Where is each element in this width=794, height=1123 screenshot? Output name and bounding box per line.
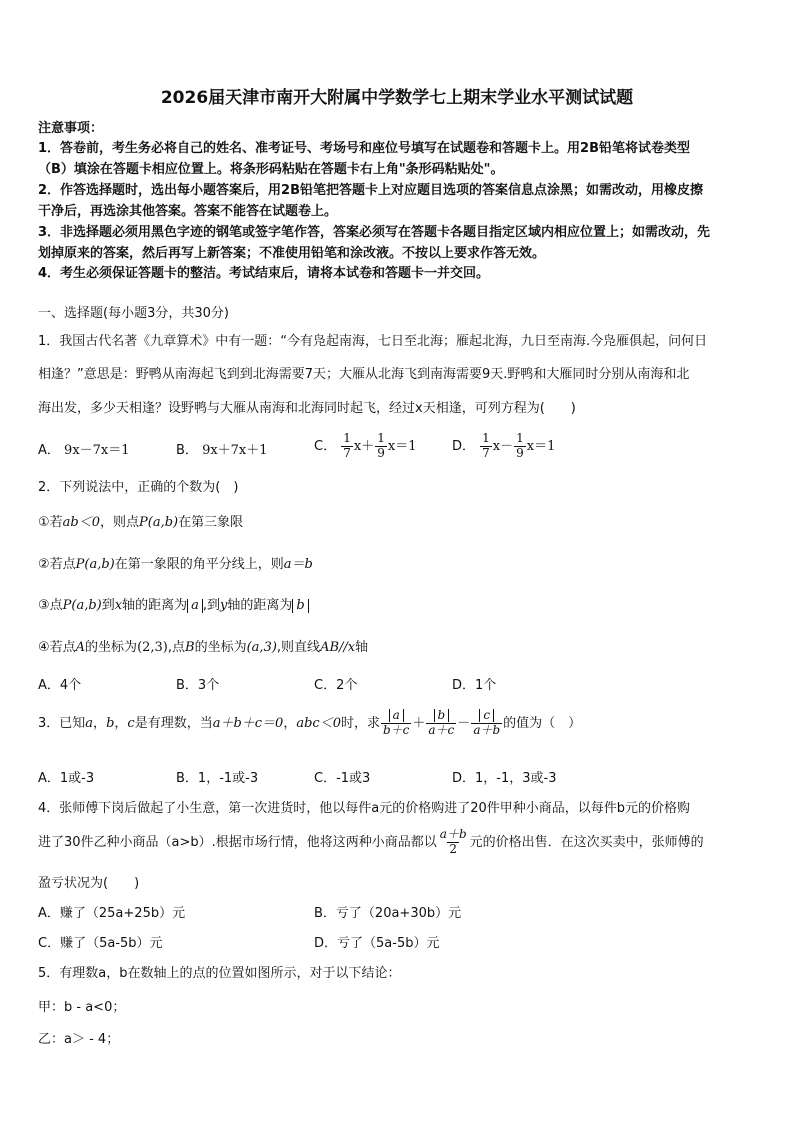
q1-stem-line: 1．我国古代名著《九章算术》中有一题：“今有凫起南海，七日至北海；雁起北海，九日至南海.今凫雁俱起，问何日 (38, 334, 708, 349)
fraction: $\frac{1}{7}$ (482, 431, 490, 460)
absolute-value: b (292, 599, 308, 613)
q1-stem-line: 相逢？”意思是：野鸭从南海起飞到到北海需要7天；大雁从北海飞到南海需要9天.野鸭和大雁同时分别从南海和北 (38, 367, 690, 382)
q1-option-d: D． $\frac{1}{7}$ x－ $\frac{1}{9}$ x＝1 (452, 431, 556, 460)
notice-line: 3．非选择题必须用黑色字迹的钢笔或签字笔作答，答案必须写在答题卡各题目指定区域内相应位置上；如需改动，先 (38, 225, 711, 240)
q2-stem: 2．下列说法中，正确的个数为( ) (38, 480, 239, 495)
page-title: 2026届天津市南开大附属中学数学七上期末学业水平测试试题 (160, 88, 634, 108)
option-expression: 9x＋7x＋1 (202, 443, 268, 458)
notice-line: 4．考生必须保证答题卡的整洁。考试结束后，请将本试卷和答题卡一并交回。 (38, 266, 490, 281)
q1-option-c: C． $\frac{1}{7}$ x＋ $\frac{1}{9}$ x＝1 (314, 431, 417, 460)
q2-option-c: C．2个 (314, 678, 358, 693)
q2-option-a: A．4个 (38, 678, 82, 693)
absolute-value: a (187, 599, 203, 613)
q4-stem-line: 4．张师傅下岗后做起了小生意，第一次进货时，他以每件a元的价格购进了20件甲种小商品，以每件b元的价格购 (38, 801, 691, 816)
q2-statement-1: ①若ab＜0，则点P(a,b)在第三象限 (38, 515, 244, 530)
q4-option-d: D．亏了（5a-5b）元 (314, 936, 440, 951)
q2-option-b: B．3个 (176, 678, 220, 693)
q2-option-d: D．1个 (452, 678, 497, 693)
q3-option-c: C．-1或3 (314, 771, 371, 786)
q2-statement-3: ③点P(a,b)到x轴的距离为 a ,到y轴的距离为 b (38, 598, 309, 614)
fraction: $\frac{a+b}{2}$ (439, 827, 467, 856)
q2-statement-4: ④若点A的坐标为(2,3),点B的坐标为(a,3),则直线AB//x轴 (38, 640, 369, 655)
q3-option-a: A．1或-3 (38, 771, 95, 786)
section-heading: 一、选择题(每小题3分，共30分) (38, 306, 229, 321)
q3-option-b: B．1，-1或-3 (176, 771, 259, 786)
option-label: B． (176, 443, 198, 458)
q5-conclusion-yi: 乙：a＞ - 4； (38, 1032, 120, 1047)
option-label: D． (452, 438, 476, 454)
notice-line: 2．作答选择题时，选出每小题答案后，用2B铅笔把答题卡上对应题目选项的答案信息点涂黑；如需改动，用橡皮擦 (38, 183, 704, 198)
q1-stem-line: 海出发，多少天相逢？设野鸭与大雁从南海和北海同时起飞，经过x天相逢，可列方程为( ) (38, 401, 576, 416)
option-label: A． (38, 443, 60, 458)
fraction: $\frac{c}{a+b}$ (473, 708, 501, 737)
q4-stem-line: 盈亏状况为( ) (38, 876, 140, 891)
q2-statement-2: ②若点P(a,b)在第一象限的角平分线上，则a＝b (38, 557, 313, 572)
notice-line: 划掉原来的答案，然后再写上新答案；不准使用铅笔和涂改液。不按以上要求作答无效。 (38, 246, 546, 261)
q4-stem-line: 进了30件乙种小商品（a>b）.根据市场行情，他将这两种小商品都以 $\frac{a+b}{2}$ 元的价格出售．在这次买卖中，张师傅的 (38, 827, 704, 856)
q1-option-a (38, 443, 130, 459)
fraction: $\frac{1}{9}$ (377, 431, 385, 460)
notice-line: （B）填涂在答题卡相应位置上。将条形码粘贴在答题卡右上角"条形码粘贴处"。 (38, 162, 504, 177)
option-expression: ＝1 (395, 438, 417, 454)
fraction: $\frac{1}{9}$ (516, 431, 524, 460)
q4-option-c: C．赚了（5a-5b）元 (38, 936, 163, 951)
q4-option-a: A．赚了（25a+25b）元 (38, 906, 186, 921)
fraction: $\frac{a}{b+c}$ (382, 708, 410, 737)
option-expression: 9x－7x＝1 (64, 443, 130, 458)
q4-option-b: B．亏了（20a+30b）元 (314, 906, 462, 921)
fraction: $\frac{b}{a+c}$ (428, 708, 455, 737)
q5-stem: 5．有理数a，b在数轴上的点的位置如图所示，对于以下结论： (38, 966, 401, 981)
option-expression: ＝1 (534, 438, 556, 454)
q3-stem: 3．已知a，b，c是有理数，当a＋b＋c＝0，abc＜0时，求 $\frac{a}{b+c}$ ＋ $\frac{b}{a+c}$ － $\frac{c}{a+b}$ 的值为（ ） (38, 708, 582, 737)
q1-option-b (176, 443, 268, 459)
option-label: C． (314, 438, 337, 454)
notice-line: 1．答卷前，考生务必将自己的姓名、准考证号、考场号和座位号填写在试题卷和答题卡上。用2B铅笔将试卷类型 (38, 141, 691, 156)
notice-heading: 注意事项： (38, 121, 104, 136)
notice-line: 干净后，再选涂其他答案。答案不能答在试题卷上。 (38, 204, 338, 219)
q5-conclusion-jia: 甲：b - a<0； (38, 1000, 126, 1015)
q3-option-d: D．1，-1，3或-3 (452, 771, 557, 786)
fraction: $\frac{1}{7}$ (343, 431, 351, 460)
